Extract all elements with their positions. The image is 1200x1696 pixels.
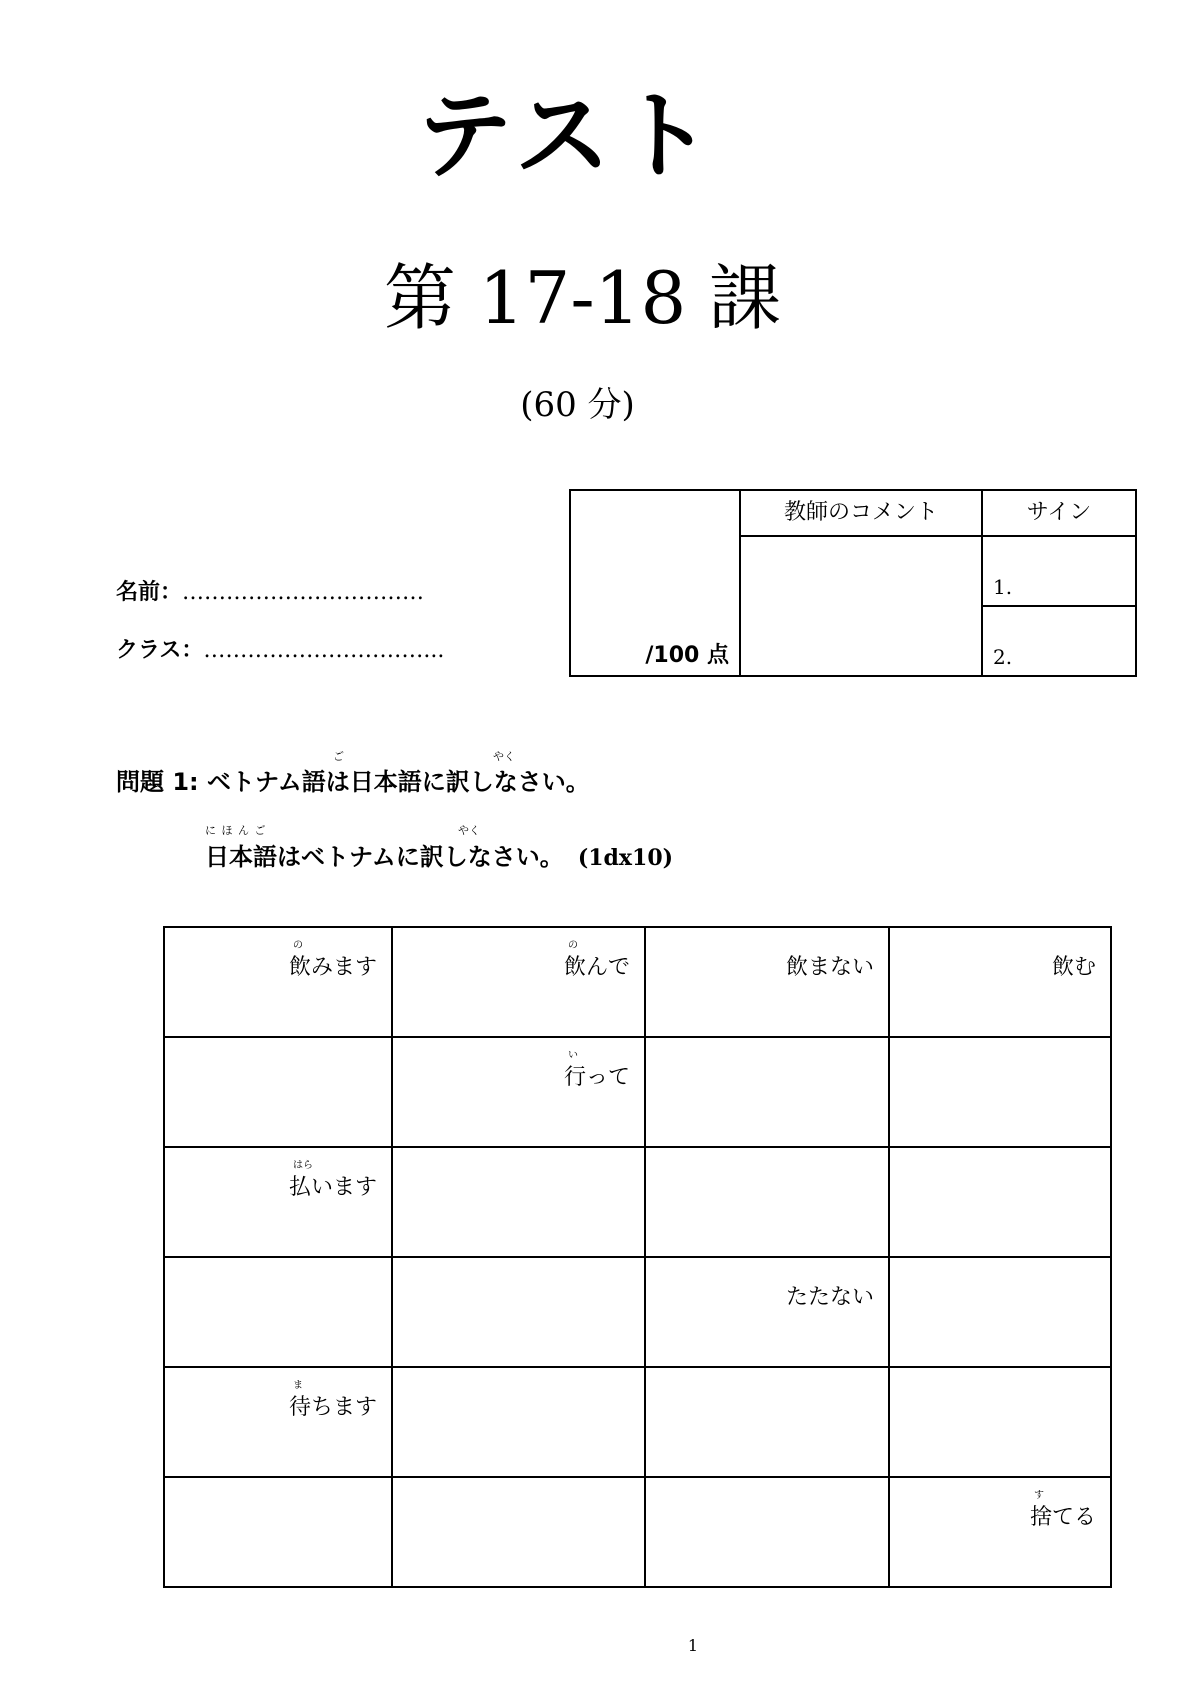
- verb-cell[interactable]: [164, 1147, 392, 1257]
- verb-cell[interactable]: [164, 927, 392, 1037]
- verb-cell[interactable]: [392, 1037, 645, 1147]
- verb-form: 飲みます: [288, 955, 377, 980]
- comment-header: 教師のコメント: [740, 490, 982, 536]
- verb-cell[interactable]: [645, 1037, 889, 1147]
- furigana: の: [292, 940, 303, 951]
- sign-header: サイン: [982, 490, 1136, 536]
- verb-form: 払います: [288, 1175, 377, 1200]
- verb-cell[interactable]: [164, 1367, 392, 1477]
- table-row: [164, 927, 1111, 1037]
- name-label: 名前：: [116, 580, 183, 605]
- duration-label: (60 分): [520, 385, 635, 425]
- table-row: [164, 1367, 1111, 1477]
- verb-cell[interactable]: [889, 927, 1111, 1037]
- verb-cell[interactable]: [392, 1147, 645, 1257]
- verb-form: 飲まない: [785, 955, 874, 980]
- verb-cell[interactable]: [889, 1477, 1111, 1587]
- question-1-points: (1dx10): [577, 845, 674, 871]
- verb-cell[interactable]: [889, 1257, 1111, 1367]
- sub-instruction-text: 日本語はベトナムに訳しなさい。: [205, 843, 564, 871]
- verb-form: 待ちます: [288, 1395, 377, 1420]
- furigana: ま: [292, 1380, 303, 1391]
- verb-cell[interactable]: [645, 1477, 889, 1587]
- verb-cell[interactable]: [392, 1257, 645, 1367]
- sign-cell-1[interactable]: [982, 536, 1136, 606]
- furigana-yaku-1: やく: [493, 750, 515, 763]
- verb-cell[interactable]: [645, 927, 889, 1037]
- student-name-line: [116, 575, 424, 606]
- furigana-yaku-2: やく: [458, 824, 480, 837]
- verb-cell[interactable]: [889, 1367, 1111, 1477]
- verb-cell[interactable]: [392, 927, 645, 1037]
- verb-cell[interactable]: [889, 1147, 1111, 1257]
- furigana-nihongo: に ほ ん ご: [205, 824, 267, 837]
- verb-form: 飲む: [1051, 955, 1096, 980]
- sign-1-label: 1.: [993, 575, 1013, 599]
- score-cell[interactable]: [570, 490, 740, 676]
- verb-cell[interactable]: [164, 1037, 392, 1147]
- name-blank[interactable]: ……………………………: [182, 580, 425, 605]
- sign-2-label: 2.: [993, 645, 1013, 669]
- page-number: 1: [687, 1636, 699, 1655]
- verb-cell[interactable]: [889, 1037, 1111, 1147]
- verb-form: 行って: [563, 1065, 630, 1090]
- verb-form: 飲んで: [563, 955, 630, 980]
- verb-cell[interactable]: [392, 1367, 645, 1477]
- verb-cell[interactable]: [645, 1147, 889, 1257]
- comment-box[interactable]: [740, 536, 982, 676]
- verb-form: 捨てる: [1029, 1505, 1096, 1530]
- furigana: の: [567, 940, 578, 951]
- furigana-go: ご: [333, 750, 344, 763]
- furigana: はら: [292, 1160, 313, 1171]
- sign-cell-2[interactable]: [982, 606, 1136, 676]
- verb-cell[interactable]: [645, 1367, 889, 1477]
- class-label: クラス：: [116, 638, 204, 663]
- test-title: テスト: [416, 80, 719, 192]
- class-blank[interactable]: …………………………...: [203, 638, 445, 663]
- score-label: /100 点: [645, 643, 729, 668]
- lesson-title: 第 17-18 課: [383, 256, 782, 340]
- table-row: [164, 1257, 1111, 1367]
- table-row: [164, 1147, 1111, 1257]
- table-row: [164, 1477, 1111, 1587]
- question-1-instruction: 問題 1: ベトナム語は日本語に訳しなさい。: [116, 768, 590, 796]
- table-row: [164, 1037, 1111, 1147]
- verb-cell[interactable]: [164, 1477, 392, 1587]
- verb-conjugation-table: [163, 926, 1112, 1588]
- verb-cell[interactable]: [645, 1257, 889, 1367]
- verb-cell[interactable]: [392, 1477, 645, 1587]
- furigana: い: [567, 1050, 578, 1061]
- student-class-line: [116, 633, 444, 664]
- verb-form: たたない: [785, 1285, 874, 1310]
- furigana: す: [1033, 1490, 1044, 1501]
- verb-cell[interactable]: [164, 1257, 392, 1367]
- grade-box: [569, 489, 1137, 677]
- question-1-sub-instruction: [205, 837, 673, 872]
